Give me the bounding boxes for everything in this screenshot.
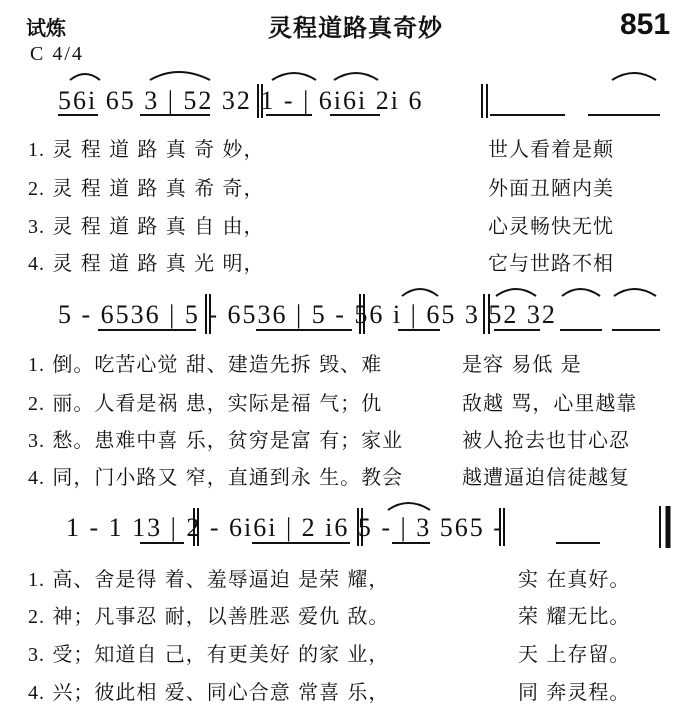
lyric-verse-3-line-1-end: 心灵畅快无忧 [488,214,614,238]
slur [562,289,600,296]
lyric-verse-4-line-3-end: 同 奔灵程。 [518,680,631,704]
slur [150,72,210,80]
category-label: 试炼 [26,16,66,40]
lyric-verse-3-line-1: 3. 灵 程 道 路 真 自 由， [28,214,265,238]
lyric-verse-2-line-1-end: 外面丑陋内美 [488,176,614,200]
lyric-verse-2-line-1: 2. 灵 程 道 路 真 希 奇， [28,176,265,200]
notation-line-1: 56i 65 3 | 52 32 1 - | 6i6i 2i 6 [58,86,424,115]
slur [334,73,378,80]
slur [612,73,656,80]
lyric-verse-3-line-2: 3. 愁。患难中喜 乐，贫穷是富 有；家业 [28,428,404,452]
slur [402,289,438,296]
lyric-verse-4-line-3: 4. 兴；彼此相 爱、同心合意 常喜 乐， [28,680,390,704]
lyric-verse-2-line-2: 2. 丽。人看是祸 患，实际是福 气；仇 [28,391,383,415]
hymn-number: 851 [620,8,671,41]
notation-line-3: 1 - 1 13 | 2 - 6i6i | 2 i6 5 - | 3 565 - [66,513,504,542]
lyric-verse-3-line-3: 3. 受；知道自 己，有更美好 的家 业， [28,642,390,666]
key-time-signature: C 4/4 [30,43,84,65]
hymn-title: 灵程道路真奇妙 [268,14,443,42]
slur [272,73,316,80]
slur [614,289,656,296]
lyric-verse-4-line-1-end: 它与世路不相 [488,251,614,275]
lyric-verse-3-line-3-end: 天 上存留。 [518,642,631,666]
lyric-verse-1-line-2: 1. 倒。吃苦心觉 甜、建造先拆 毁、难 [28,352,383,376]
lyric-verse-1-line-2-end: 是容 易低 是 [462,352,582,376]
slur [496,289,536,296]
lyric-verse-4-line-2: 4. 同，门小路又 窄，直通到永 生。教会 [28,465,404,489]
lyric-verse-4-line-1: 4. 灵 程 道 路 真 光 明， [28,251,265,275]
lyric-verse-4-line-2-end: 越遭逼迫信徒越复 [462,465,630,489]
lyric-verse-1-line-3-end: 实 在真好。 [518,567,631,591]
lyric-verse-1-line-1-end: 世人看着是颠 [488,137,614,161]
lyric-verse-3-line-2-end: 被人抢去也甘心忍 [462,428,630,452]
notation-line-2: 5 - 6536 | 5 - 6536 | 5 - 56 i | 65 3 52 32 [58,300,557,329]
lyric-verse-2-line-3: 2. 神；凡事忍 耐，以善胜恶 爱仇 敌。 [28,604,390,628]
slur [70,74,100,80]
lyric-verse-1-line-1: 1. 灵 程 道 路 真 奇 妙， [28,137,265,161]
lyric-verse-2-line-3-end: 荣 耀无比。 [518,604,631,628]
lyric-verse-2-line-2-end: 敌越 骂，心里越靠 [462,391,638,415]
lyric-verse-1-line-3: 1. 高、舍是得 着、羞辱逼迫 是荣 耀， [28,567,390,591]
slur [388,503,430,510]
